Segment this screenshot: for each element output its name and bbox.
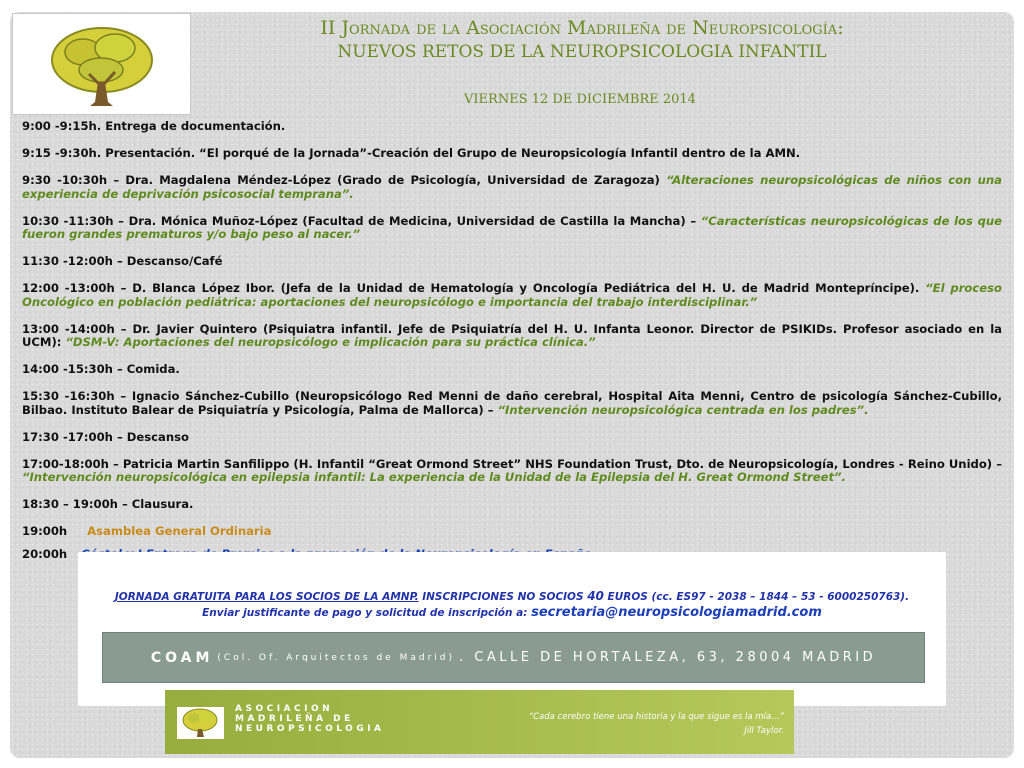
association-name-line: MADRILEÑA DE bbox=[235, 714, 354, 724]
agenda-list bbox=[22, 120, 1002, 575]
agenda-item-text: 11:30 -12:00h – Descanso/Café bbox=[22, 254, 223, 268]
registration-line-2 bbox=[0, 605, 1024, 621]
agenda-item bbox=[22, 255, 1002, 269]
agenda-item bbox=[22, 147, 1002, 161]
agenda-item-text: 10:30 -11:30h – Dra. Mónica Muñoz-López (Facultad de Medicina, Universidad de Castilla la Mancha) – bbox=[22, 213, 701, 228]
venue-detail: (Col. Of. Arquitectos de Madrid) bbox=[217, 652, 455, 663]
agenda-item-text: 14:00 -15:30h – Comida. bbox=[22, 362, 180, 376]
agenda-item-text: 9:30 -10:30h – Dra. Magdalena Méndez-López (Grado de Psicología, Universidad de Zaragoza) bbox=[22, 173, 667, 187]
registration-text bbox=[0, 588, 1024, 621]
association-name-line: ASOCIACION bbox=[235, 704, 334, 714]
agenda-item-text: 9:00 -9:15h. Entrega de documentación. bbox=[22, 119, 286, 133]
banner-quote bbox=[529, 710, 784, 738]
tree-brain-logo-icon bbox=[177, 707, 224, 739]
agenda-item bbox=[22, 282, 1002, 309]
agenda-item-text: 9:15 -9:30h. Presentación. “El porqué de la Jornada”-Creación del Grupo de Neuropsicología Infantil dentro de la AMN. bbox=[22, 146, 801, 160]
assembly-label: Asamblea General Ordinaria bbox=[87, 524, 272, 538]
agenda-item-text: 18:30 – 19:00h – Clausura. bbox=[22, 497, 194, 511]
agenda-item-text: 13:00 -14:00h – Dr. Javier Quintero (Psiquiatra infantil. Jefe de Psiquiatría del H. U. Infanta Leonor. Director de PSIKIDs. Profesor asociado en la UCM): bbox=[22, 321, 1002, 349]
free-for-members: JORNADA GRATUITA PARA LOS SOCIOS DE LA AMNP. bbox=[114, 591, 419, 603]
agenda-item bbox=[22, 525, 1002, 539]
agenda-item bbox=[22, 323, 1002, 350]
title-line-2: NUEVOS RETOS DE LA NEUROPSICOLOGIA INFANTIL bbox=[337, 42, 827, 62]
tree-brain-logo-icon bbox=[43, 22, 161, 108]
venue-name: COAM bbox=[150, 649, 214, 666]
send-instructions: Enviar justificante de pago y solicitud de inscripción a: bbox=[202, 607, 532, 619]
agenda-item-text: 15:30 -16:30h – Ignacio Sánchez-Cubillo (Neuropsicólogo Red Menni de daño cerebral, Hospital Aita Menni, Centro de psicología Sánchez-Cubillo, Bilbao. Instituto Balear de Psiquiatría y Psicología, Palma de Mallorca) – bbox=[22, 389, 1002, 417]
agenda-item bbox=[22, 120, 1002, 134]
talk-title: “DSM-V: Aportaciones del neuropsicólogo e implicación para su práctica clínica.” bbox=[65, 335, 596, 349]
venue-address: . CALLE DE HORTALEZA, 63, 28004 MADRID bbox=[459, 650, 877, 665]
fee-suffix: EUROS (cc. ES97 - 2038 – 1844 – 53 - 6000250763). bbox=[603, 591, 910, 603]
title-line-1: II Jornada de la Asociación Madrileña de Neuropsicología: bbox=[320, 17, 844, 39]
agenda-item bbox=[22, 498, 1002, 512]
agenda-item bbox=[22, 215, 1002, 242]
association-name-line: NEUROPSICOLOGIA bbox=[235, 724, 385, 734]
agenda-item-text: 12:00 -13:00h – D. Blanca López Ibor. (Jefa de la Unidad de Hematología y Oncología Pediátrica del H. U. de Madrid Montepríncipe). bbox=[22, 281, 926, 295]
event-date: VIERNES 12 DE DICIEMBRE 2014 bbox=[464, 92, 696, 107]
association-banner bbox=[165, 690, 794, 754]
registration-line-1 bbox=[0, 588, 1024, 605]
page-title bbox=[200, 16, 964, 64]
talk-title: “Alteraciones neuropsicológicas de niños con una experiencia de deprivación psicosocial temprana”. bbox=[22, 173, 1002, 201]
agenda-item bbox=[22, 390, 1002, 417]
quote-author: Jill Taylor. bbox=[744, 726, 784, 736]
venue-banner bbox=[102, 632, 925, 683]
agenda-item bbox=[22, 431, 1002, 445]
agenda-item-text: 17:30 -17:00h – Descanso bbox=[22, 429, 189, 444]
agenda-item bbox=[22, 458, 1002, 485]
talk-title: “Intervención neuropsicológica en epilepsia infantil: La experiencia de la Unidad de la Epilepsia del H. Great Ormond Street”. bbox=[22, 470, 846, 484]
agenda-time: 20:00h bbox=[22, 546, 68, 561]
talk-title: “El proceso Oncológico en población pediátrica: aportaciones del neuropsicólogo e importancia del trabajo interdisciplinar.” bbox=[22, 281, 1003, 309]
contact-email-link[interactable]: secretaria@neuropsicologiamadrid.com bbox=[531, 605, 822, 620]
logo-box bbox=[12, 13, 191, 115]
agenda-item bbox=[22, 174, 1002, 201]
banner-logo bbox=[177, 707, 224, 739]
fee-prefix: INSCRIPCIONES NO SOCIOS bbox=[422, 591, 588, 603]
agenda-time: 19:00h bbox=[22, 524, 68, 538]
agenda-item-text: 17:00-18:00h – Patricia Martin Sanfilippo (H. Infantil “Great Ormond Street” NHS Foundation Trust, Dto. de Neuropsicología, Londres - Reino Unido) – bbox=[22, 456, 1002, 471]
agenda-item bbox=[22, 363, 1002, 377]
association-name bbox=[235, 704, 385, 734]
quote-text: “Cada cerebro tiene una historia y la que sigue es la mía…” bbox=[528, 712, 784, 722]
fee-amount: 40 bbox=[587, 589, 604, 603]
talk-title: “Características neuropsicológicas de los que fueron grandes prematuros y/o bajo peso al nacer.” bbox=[22, 213, 1002, 241]
talk-title: “Intervención neuropsicológica centrada en los padres”. bbox=[497, 402, 869, 417]
